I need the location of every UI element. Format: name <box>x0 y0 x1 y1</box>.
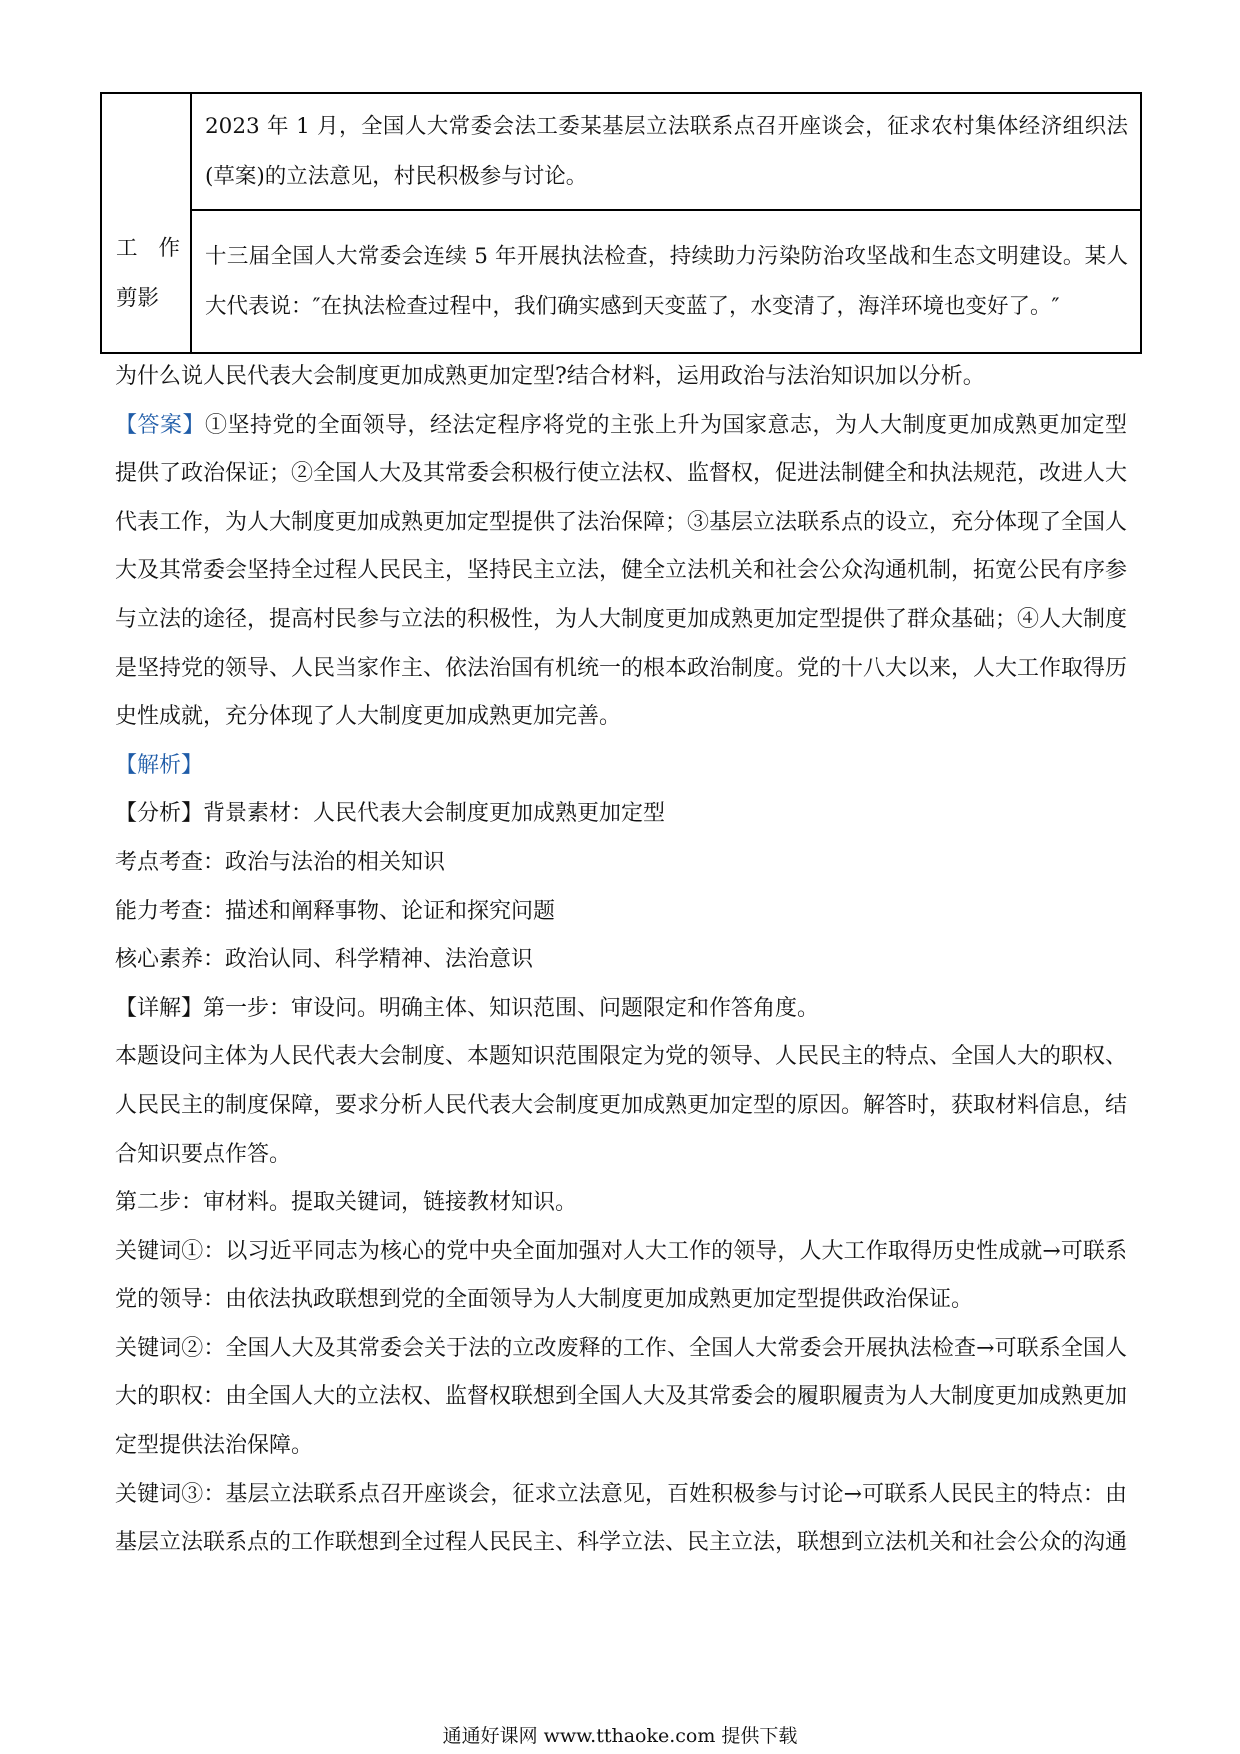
detail-step-1-text: 本题设问主体为人民代表大会制度、本题知识范围限定为党的领导、人民民主的特点、全国人大的职权、人民民主的制度保障，要求分析人民代表大会制度更加成熟更加定型的原因。解答时，获取材料信息，结合知识要点作答。 <box>115 1044 1127 1167</box>
analysis-line-ability: 能力考查：描述和阐释事物、论证和探究问题 <box>115 898 556 924</box>
analysis-tag: 【解析】 <box>115 752 204 778</box>
table-row <box>101 210 1141 353</box>
keyword-2: 关键词②：全国人大及其常委会关于法的立改废释的工作、全国人大常委会开展执法检查→可联系全国人大的职权：由全国人大的立法权、监督权联想到全国人大及其常委会的履职履责为人大制度更加成熟更加定型提供法治保障。 <box>115 1335 1127 1459</box>
detail-step-2: 第二步：审材料。提取关键词，链接教材知识。 <box>115 1190 578 1216</box>
keyword-3: 关键词③：基层立法联系点召开座谈会，征求立法意见，百姓积极参与讨论→可联系人民民主的特点：由基层立法联系点的工作联想到全过程人民民主、科学立法、民主立法，联想到立法机关和社会公众的沟通 <box>115 1481 1127 1556</box>
table-cell-material-1: 2023 年 1 月，全国人大常委会法工委某基层立法联系点召开座谈会，征求农村集体经济组织法(草案)的立法意见，村民积极参与讨论。 <box>191 93 1141 210</box>
analysis-line-literacy: 核心素养：政治认同、科学精神、法治意识 <box>115 947 534 973</box>
analysis-line-knowledge: 考点考查：政治与法治的相关知识 <box>115 849 446 875</box>
answer-tag: 【答案】 <box>115 412 205 438</box>
answer-text: ①坚持党的全面领导，经法定程序将党的主张上升为国家意志，为人大制度更加成熟更加定型提供了政治保证；②全国人大及其常委会积极行使立法权、监督权，促进法制健全和执法规范，改进人大代表工作，为人大制度更加成熟更加定型提供了法治保障；③基层立法联系点的设立，充分体现了全国人大及其常委会坚持全过程人民民主，坚持民主立法，健全立法机关和社会公众沟通机制，拓宽公民有序参与立法的途径，提高村民参与立法的积极性，为人大制度更加成熟更加定型提供了群众基础；④人大制度是坚持党的领导、人民当家作主、依法治国有机统一的根本政治制度。党的十八大以来，人大工作取得历史性成就，充分体现了人大制度更加成熟更加完善。 <box>115 412 1127 730</box>
analysis-heading <box>115 742 1127 791</box>
table-label: 工作剪影 <box>116 236 180 311</box>
answer-paragraph <box>115 402 1127 742</box>
table-row <box>101 93 1141 210</box>
page-footer: 通通好课网 www.tthaoke.com 提供下载 <box>442 1725 798 1747</box>
detail-step-1: 【详解】第一步：审设问。明确主体、知识范围、问题限定和作答角度。 <box>115 995 820 1021</box>
table-label-cell <box>101 93 191 353</box>
question-text: 为什么说人民代表大会制度更加成熟更加定型?结合材料，运用政治与法治知识加以分析。 <box>115 364 985 389</box>
material-table <box>100 92 1142 354</box>
analysis-line-background: 【分析】背景素材：人民代表大会制度更加成熟更加定型 <box>115 801 666 827</box>
document-body <box>115 353 1127 1568</box>
table-cell-material-2: 十三届全国人大常委会连续 5 年开展执法检查，持续助力污染防治攻坚战和生态文明建设。某人大代表说：″在执法检查过程中，我们确实感到天变蓝了，水变清了，海洋环境也变好了。″ <box>191 210 1141 353</box>
keyword-1: 关键词①：以习近平同志为核心的党中央全面加强对人大工作的领导，人大工作取得历史性成就→可联系党的领导：由依法执政联想到党的全面领导为人大制度更加成熟更加定型提供政治保证。 <box>115 1238 1127 1313</box>
